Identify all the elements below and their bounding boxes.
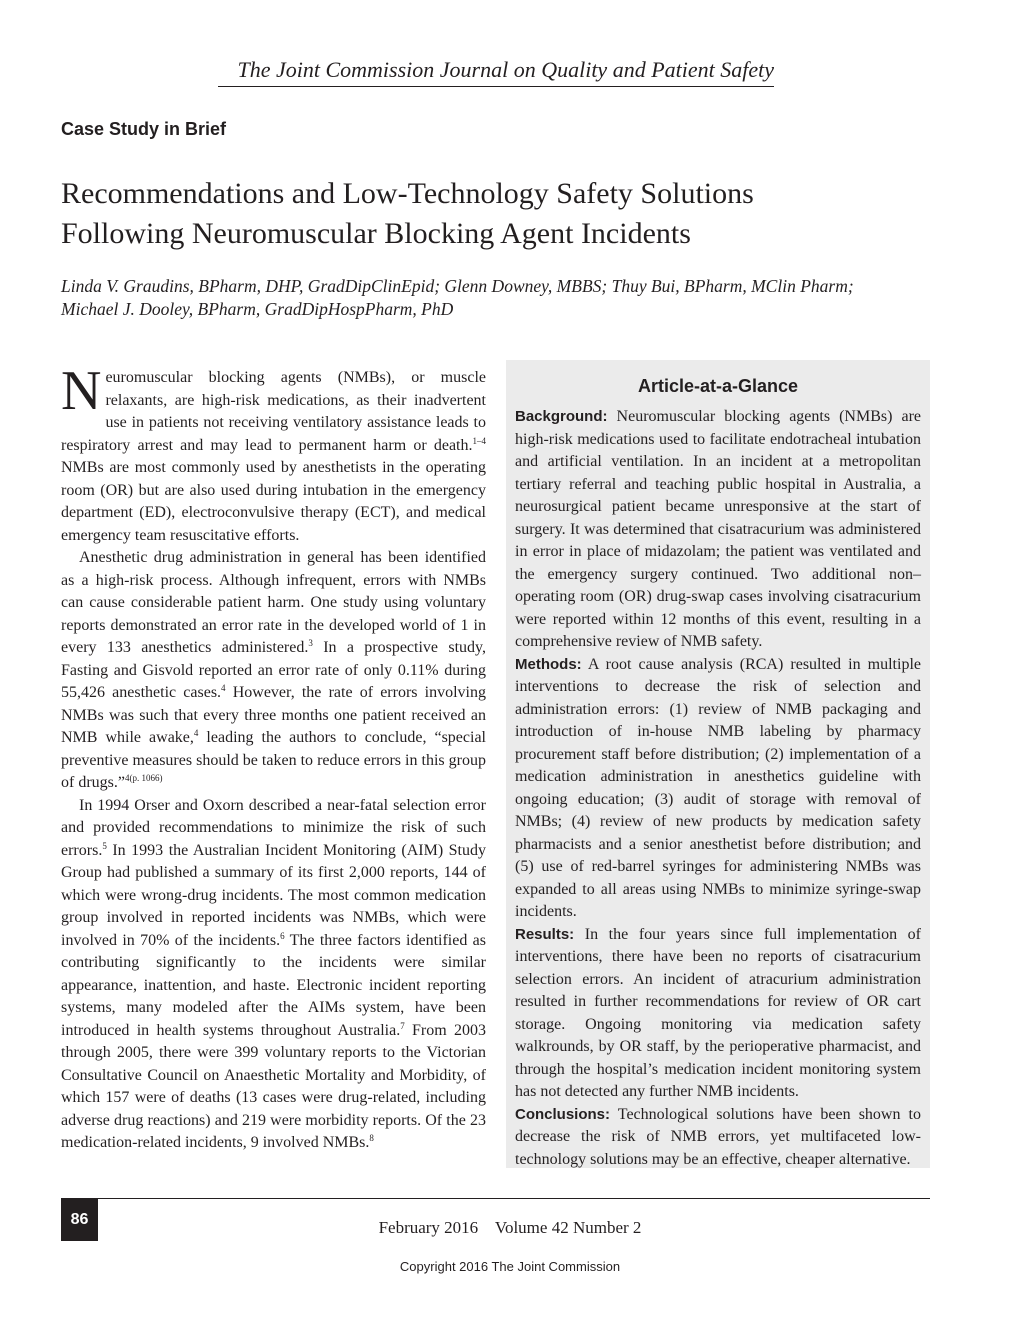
article-at-a-glance-box: [506, 360, 930, 1168]
article-title-line-1: Recommendations and Low-Technology Safety Solutions: [61, 177, 754, 210]
drop-cap: N: [61, 360, 102, 422]
body-text: In 1993 the Australian Incident Monitoring (AIM) Study Group had published a summary of its first 2,000 reports, 144 of which were wrong-drug incidents. The most common medication group involved in reported incidents was NMBs, which were involved in 70% of the incidents.: [61, 841, 486, 949]
glance-methods: [515, 654, 921, 924]
citation-ref: 6: [280, 930, 285, 941]
body-text: Anesthetic drug administration in general has been identified as a high-risk process. Although infrequent, errors with NMBs can cause considerable patient harm. One study using voluntary reports demonstrated an error rate in the developed world of 1 in every 133 anesthetics administered.: [61, 549, 486, 656]
results-text: In the four years since full implementation of interventions, there have been no reports of cisatracurium selection errors. An incident of atracurium administration resulted in further recommendations for review of OR cart storage. Ongoing monitoring via medication safety walkrounds, by OR staff, by the perioperative pharmacist, and through the hospital’s medication incident monitoring system has not detected any further NMB incidents.: [515, 925, 921, 1100]
citation-ref: 1–4: [472, 435, 486, 446]
methods-label: Methods:: [515, 655, 582, 673]
background-label: Background:: [515, 408, 608, 425]
citation-ref: 3: [308, 638, 313, 648]
body-text: The three factors identified as contributing significantly to the incidents were similar appearance, inattention, and haste. Electronic incident reporting systems, many modeled after the AIMs system, have been introduced in health systems throughout Australia.: [61, 931, 487, 1039]
body-paragraph-1: [61, 360, 486, 547]
authors-line-2: Michael J. Dooley, BPharm, GradDipHospPharm, PhD: [61, 299, 454, 319]
article-title-line-2: Following Neuromuscular Blocking Agent Incidents: [61, 217, 691, 250]
body-text: NMBs are most commonly used by anesthetists in the operating room (OR) but are also used during intubation in the emergency department (ED), electroconvulsive therapy (ECT), and medical emergency team resuscitative efforts.: [61, 459, 486, 544]
body-text: leading the authors to conclude, “special preventive measures should be taken to reduce errors in this group of drugs.”: [61, 729, 486, 791]
journal-title: The Joint Commission Journal on Quality and Patient Safety: [218, 56, 774, 87]
conclusions-label: Conclusions:: [515, 1105, 611, 1123]
results-label: Results:: [515, 925, 575, 943]
body-text: However, the rate of errors involving NMBs was such that every three months one patient received an NMB while awake,: [61, 684, 486, 746]
methods-text: A root cause analysis (RCA) resulted in multiple interventions to decrease the risk of selection and administration errors: (1) review of NMB packaging and introduction of in-house NMB labeling by pharmacy procurement staff before distribution; (2) implementation of a medication administration in anesthetics guideline with ongoing education; (3) audit of storage with removal of NMBs; (4) review of new products by medication safety pharmacists and a senior anesthetist before distribution; and (5) use of red-barrel syringes for administering NMBs was expanded to all areas using NMBs to minimize syringe-swap incidents.: [515, 655, 921, 920]
citation-ref: 4: [193, 728, 199, 738]
citation-ref: 7: [400, 1020, 405, 1031]
body-text: euromuscular blocking agents (NMBs), or muscle relaxants, are high-risk medications, as their inadvertent use in patients not receiving ventilatory assistance leads to respiratory arrest and may lead to permanent harm or death.: [61, 369, 486, 454]
glance-background: [515, 406, 921, 654]
article-title: [61, 174, 961, 254]
section-label: Case Study in Brief: [61, 119, 227, 139]
body-text: In a prospective study, Fasting and Gisvold reported an error rate of only 0.11% during 55,426 anesthetic cases.: [61, 639, 486, 701]
citation-ref: 4: [221, 683, 226, 693]
page-number: 86: [61, 1199, 98, 1241]
body-text: From 2003 through 2005, there were 399 voluntary reports to the Victorian Consultative Council on Anaesthetic Mortality and Morbidity, of which 157 were of deaths (13 cases were drug-related, including adverse drug reactions) and 219 were morbidity reports. Of the 23 medication-related incidents, 9 involved NMBs.: [61, 1021, 487, 1151]
author-list: [61, 275, 941, 321]
issue-info: February 2016 Volume 42 Number 2: [378, 1218, 642, 1237]
body-column: [61, 360, 487, 1155]
glance-heading: Article-at-a-Glance: [637, 376, 799, 396]
body-paragraph-3: [61, 795, 486, 1155]
citation-ref: 8: [369, 1133, 374, 1143]
footer-divider: [61, 1198, 930, 1199]
background-text: Neuromuscular blocking agents (NMBs) are high-risk medications used to facilitate endotracheal intubation and artificial ventilation. In an incident at a metropolitan tertiary referral and teaching public hospital in Australia, a neurosurgical patient became unresponsive at the start of surgery. It was determined that cisatracurium was administered in error in place of midazolam; the patient was ventilated and the emergency surgery continued. Two additional non–operating room (OR) drug-swap cases involving cisatracurium were reported within 12 months of this event, resulting in a comprehensive review of NMB safety.: [515, 408, 921, 650]
body-text: In 1994 Orser and Oxorn described a near-fatal selection error and provided recommendations to minimize the risk of such errors.: [61, 796, 486, 859]
conclusions-text: Technological solutions have been shown to decrease the risk of NMB errors, yet multifaceted low-technology solutions may be an effective, cheaper alternative.: [515, 1105, 921, 1168]
copyright-notice: Copyright 2016 The Joint Commission: [399, 1259, 621, 1274]
citation-ref: 4(p. 1066): [124, 773, 163, 783]
glance-conclusions: [515, 1104, 921, 1172]
authors-line-1: Linda V. Graudins, BPharm, DHP, GradDipClinEpid; Glenn Downey, MBBS; Thuy Bui, BPharm, MClin Pharm;: [61, 276, 854, 296]
citation-ref: 5: [102, 840, 107, 851]
glance-results: [515, 924, 921, 1104]
body-paragraph-2: [61, 547, 486, 795]
